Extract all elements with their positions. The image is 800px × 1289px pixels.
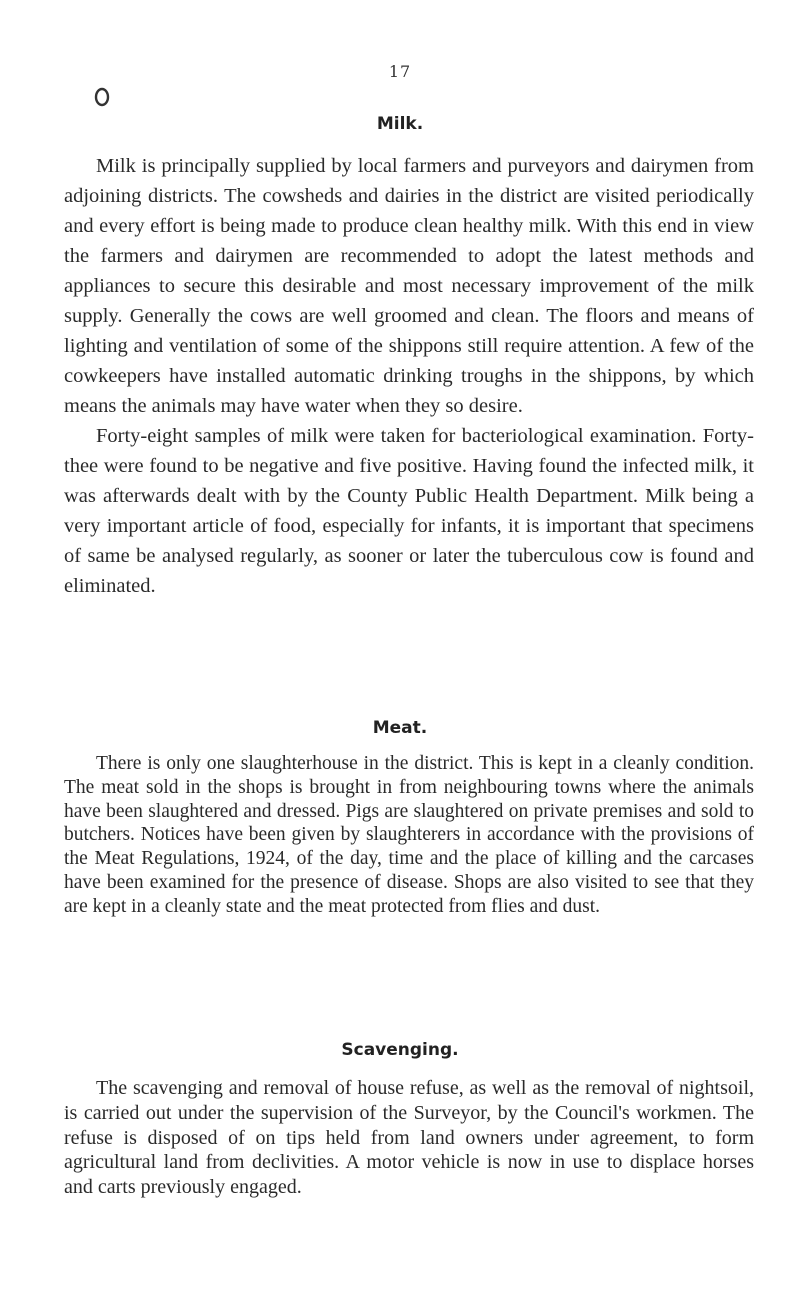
scavenging-paragraph-1: The scavenging and removal of house refuse, as well as the removal of nightsoil, is carried out under the supervision of the Surveyor, by the Council's workmen. The refuse is disposed of on tips held from land owners under agreement, to form agricultural land from declivities. A motor vehicle is now in use to displace horses and carts previously engaged. (64, 1077, 754, 1199)
ring-mark-icon (93, 86, 111, 108)
meat-paragraph-1: There is only one slaughterhouse in the district. This is kept in a cleanly condition. The meat sold in the shops is brought in from neighbouring towns where the animals have been slaughtered and dressed. Pigs are slaughtered on private premises and sold to butchers. Notices have been given by slaughterers in accordance with the provisions of the Meat Regulations, 1924, of the day, time and the place of killing and the carcases have been examined for the presence of disease. Shops are also visited to see that they are kept in a cleanly state and the meat protected from flies and dust. (64, 753, 754, 917)
milk-paragraph-2: Forty-eight samples of milk were taken for bacteriological examination. Forty-thee were found to be negative and five positive. Having found the infected milk, it was afterwards dealt with by the County Public Health Department. Milk being a very important article of food, especially for infants, it is important that specimens of same be analysed regularly, as sooner or later the tuberculous cow is found and eliminated. (64, 425, 754, 597)
milk-paragraph-1: Milk is principally supplied by local farmers and purveyors and dairymen from adjoining districts. The cowsheds and dairies in the district are visited periodically and every effort is being made to produce clean healthy milk. With this end in view the farmers and dairymen are recommended to adopt the latest methods and appliances to secure this desirable and most necessary improvement of the milk supply. Generally the cows are well groomed and clean. The floors and means of lighting and ventilation of some of the shippons still require attention. A few of the cowkeepers have installed automatic drinking troughs in the shippons, by which means the animals may have water when they so desire. (64, 155, 754, 417)
milk-heading: Milk. (376, 114, 424, 134)
scavenging-heading: Scavenging. (341, 1040, 459, 1060)
page-number: 17 (388, 62, 412, 81)
meat-heading: Meat. (372, 718, 428, 738)
